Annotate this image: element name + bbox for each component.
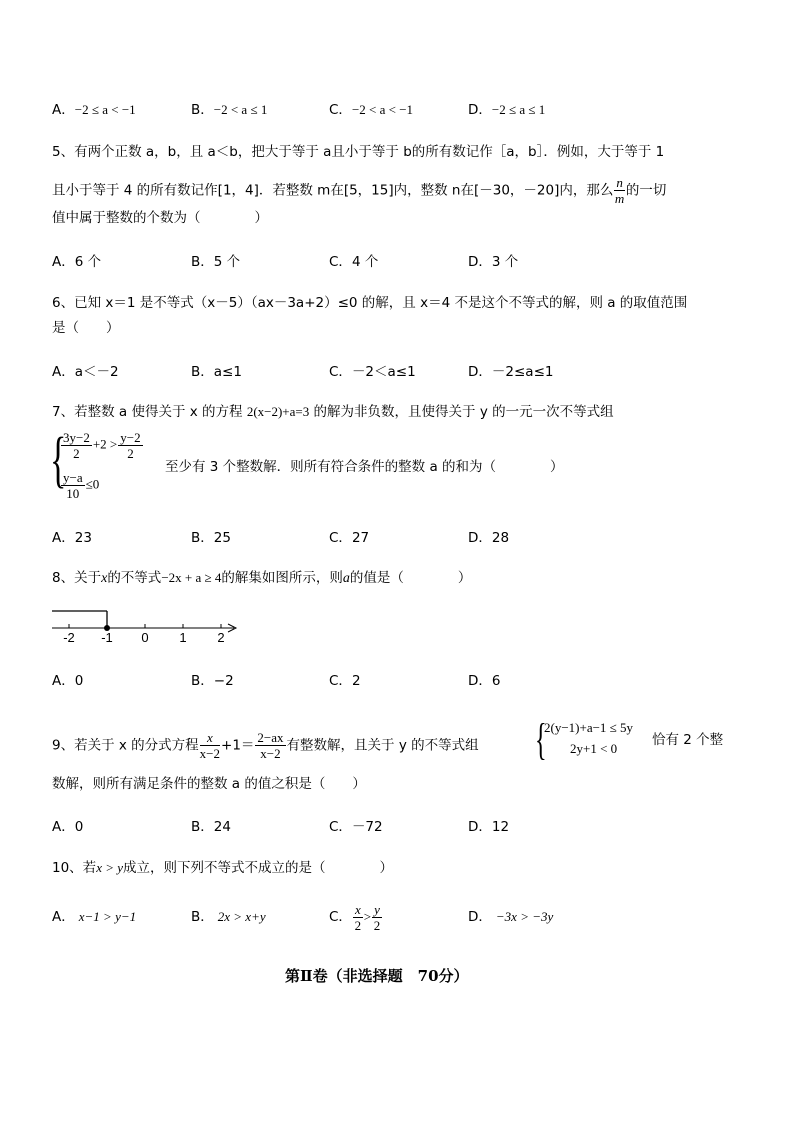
fraction [372,902,382,933]
q4-option-c [329,100,413,120]
fraction-denominator: 2 [373,917,381,933]
fraction [353,902,363,933]
fraction-numerator: y−2 [120,430,141,445]
option-text: 2x > x+y [217,909,266,924]
q7-system-row2 [60,470,99,501]
fraction-denominator: 2 [354,917,362,933]
q6-stem-line2: 是（ ） [52,320,120,336]
fraction [255,730,285,761]
option-text: a≤1 [213,364,242,380]
tick-label: 2 [217,630,225,645]
q4-option-a [52,100,136,120]
q5-stem-text: 且小于等于 4 的所有数记作[1，4]．若整数 m在[5，15]内，整数 n在[－30，－20]内，那么 [52,182,614,199]
tick-marks [69,624,221,628]
option-text: 4 个 [351,254,379,270]
option-text: −3x > −3y [495,909,554,924]
q8-option-c [329,671,361,691]
tick-label: 0 [141,630,149,645]
option-label: B． [191,102,214,118]
option-label: C． [329,254,352,270]
fraction-numerator: 3y−2 [63,430,90,445]
option-text: 0 [74,819,84,835]
left-brace: { [50,426,67,494]
option-label: A． [52,909,75,925]
fraction [118,430,142,461]
q9-stem-text: 有整数解，且关于 y 的不等式组 [286,737,479,754]
q10-option-b [191,907,266,927]
option-label: A． [52,254,75,270]
option-text: 2 [351,673,361,689]
q10-option-c [329,900,383,934]
q8-stem-text: 8、关于 [52,570,102,586]
q9-option-a [52,817,83,837]
option-label: B． [191,364,214,380]
option-label: C． [329,909,352,925]
q4-option-b [191,100,267,120]
q9-option-c [329,817,383,837]
fraction-denominator: 2 [73,446,80,461]
option-text: x−1 > y−1 [78,909,137,924]
q10-option-d [468,907,553,927]
q8-stem-text: 的解集如图所示，则 [221,570,343,586]
option-text: 24 [213,819,231,835]
option-text: −2 < a < −1 [351,102,414,117]
q5-fraction [614,175,625,206]
section-title: 第Ⅱ卷（非选择题 70分） [285,967,469,985]
option-text: −2 ≤ a ≤ 1 [491,102,546,117]
q7-stem-line2: 至少有 3 个整数解．则所有符合条件的整数 a 的和为（ ） [165,459,564,475]
option-label: B． [191,673,214,689]
option-label: A． [52,364,75,380]
q8-variable: a [342,571,350,586]
q10-stem-line1 [52,858,393,878]
option-label: A． [52,102,75,118]
fraction-numerator: n [616,175,623,190]
tick-label: -2 [63,630,75,645]
q5-stem-line3: 值中属于整数的个数为（ ） [52,210,268,226]
system-operator: ≤0 [85,476,100,492]
option-text: 3 个 [491,254,519,270]
q4-option-d [468,100,545,120]
q5-option-d [468,252,518,272]
q8-inequality: −2x + a ≥ 4 [161,570,222,585]
option-label: C． [329,819,352,835]
option-text: 28 [491,530,510,546]
q9-stem-line1 [52,730,479,761]
fraction-numerator: x [354,901,361,917]
q6-stem-line1: 6、已知 x＝1 是不等式（x－5）（ax－3a+2）≤0 的解，且 x＝4 不是这个不等式的解，则 a 的取值范围 [52,295,688,311]
option-text: −2 < a ≤ 1 [213,102,268,117]
option-text: −2 [213,673,234,689]
option-label: D． [468,254,492,270]
option-text: a＜－2 [74,364,119,380]
q7-option-d [468,528,509,548]
q6-option-c [329,362,416,382]
tick-label: 1 [179,630,187,645]
option-text: －72 [351,819,383,835]
q9-stem-line1-end: 恰有 2 个整 [652,732,724,748]
option-label: A． [52,530,75,546]
q8-option-d [468,671,501,691]
q8-option-b [191,671,234,691]
q10-condition: x > y [96,860,123,875]
system-operator: +2 > [92,436,118,452]
q7-option-a [52,528,92,548]
fraction-denominator: 2 [127,446,134,461]
q6-option-b [191,362,242,382]
option-label: B． [191,909,214,925]
q8-stem-text: 的值是（ ） [349,570,472,586]
q8-option-a [52,671,83,691]
q5-stem-text: 的一切 [625,182,667,199]
q5-stem-line1: 5、有两个正数 a，b，且 a＜b，把大于等于 a且小于等于 b的所有数记作［a，b］．例如，大于等于 1 [52,144,665,160]
q7-stem-line1 [52,402,614,422]
option-text: −2 ≤ a < −1 [74,102,136,117]
q5-option-a [52,252,101,272]
fraction-denominator: m [614,191,625,206]
option-text: 5 个 [213,254,241,270]
option-label: B． [191,254,214,270]
q9-operator: +1＝ [221,737,255,754]
q9-system-row2: 2y+1 < 0 [570,741,618,756]
q5-option-b [191,252,240,272]
q6-option-d [468,362,553,382]
option-text: 27 [351,530,370,546]
option-text: 12 [491,819,510,835]
option-label: D． [468,364,492,380]
option-text: 6 [491,673,501,689]
option-label: D． [468,530,492,546]
option-text: －2≤a≤1 [491,364,554,380]
option-text: 0 [74,673,84,689]
q8-variable: x [101,571,108,586]
q10-stem-text: 成立，则下列不等式不成立的是（ ） [123,860,393,876]
fraction-denominator: x−2 [260,746,281,761]
q8-stem-line1 [52,568,471,589]
fraction [61,430,92,461]
option-label: A． [52,819,75,835]
fraction [200,730,220,761]
option-text: 6 个 [74,254,102,270]
q7-equation: 2(x−2)+a=3 [246,404,310,419]
q5-stem-line2 [52,175,666,206]
option-text: 25 [213,530,231,546]
fraction-denominator: x−2 [199,746,221,761]
option-label: D． [468,819,492,835]
option-label: D． [468,673,492,689]
q7-option-c [329,528,369,548]
q9-option-d [468,817,509,837]
option-label: D． [468,909,492,925]
fraction [61,470,85,501]
fraction-numerator: y−a [63,470,83,485]
q5-option-c [329,252,378,272]
option-label: C． [329,673,352,689]
q8-stem-text: 的不等式 [107,570,162,586]
q9-option-b [191,817,231,837]
option-text: 23 [74,530,92,546]
q7-stem-text: 7、若整数 a 使得关于 x 的方程 [52,404,247,420]
q7-option-b [191,528,231,548]
option-text: －2＜a≤1 [351,364,416,380]
option-label: A． [52,673,75,689]
q6-option-a [52,362,119,382]
option-label: B． [191,530,214,546]
q7-stem-text: 的解为非负数，且使得关于 y 的一元一次不等式组 [309,404,614,420]
fraction-numerator: x [200,730,220,746]
option-label: D． [468,102,492,118]
fraction-numerator: 2−ax [257,730,284,745]
q10-option-a [52,907,136,927]
q9-system-row1: 2(y−1)+a−1 ≤ 5y [544,720,634,735]
option-label: C． [329,102,352,118]
fraction-numerator: y [374,901,380,917]
q9-stem-text: 9、若关于 x 的分式方程 [52,737,199,754]
option-label: C． [329,364,352,380]
left-brace: { [535,715,547,764]
option-label: B． [191,819,214,835]
q7-system-row1 [60,430,144,461]
q9-stem-line2: 数解，则所有满足条件的整数 a 的值之积是（ ） [52,776,366,792]
option-operator: > [363,909,372,924]
q10-stem-text: 10、若 [52,860,97,876]
fraction-denominator: 10 [66,486,80,501]
option-label: C． [329,530,352,546]
tick-label: -1 [101,630,113,645]
